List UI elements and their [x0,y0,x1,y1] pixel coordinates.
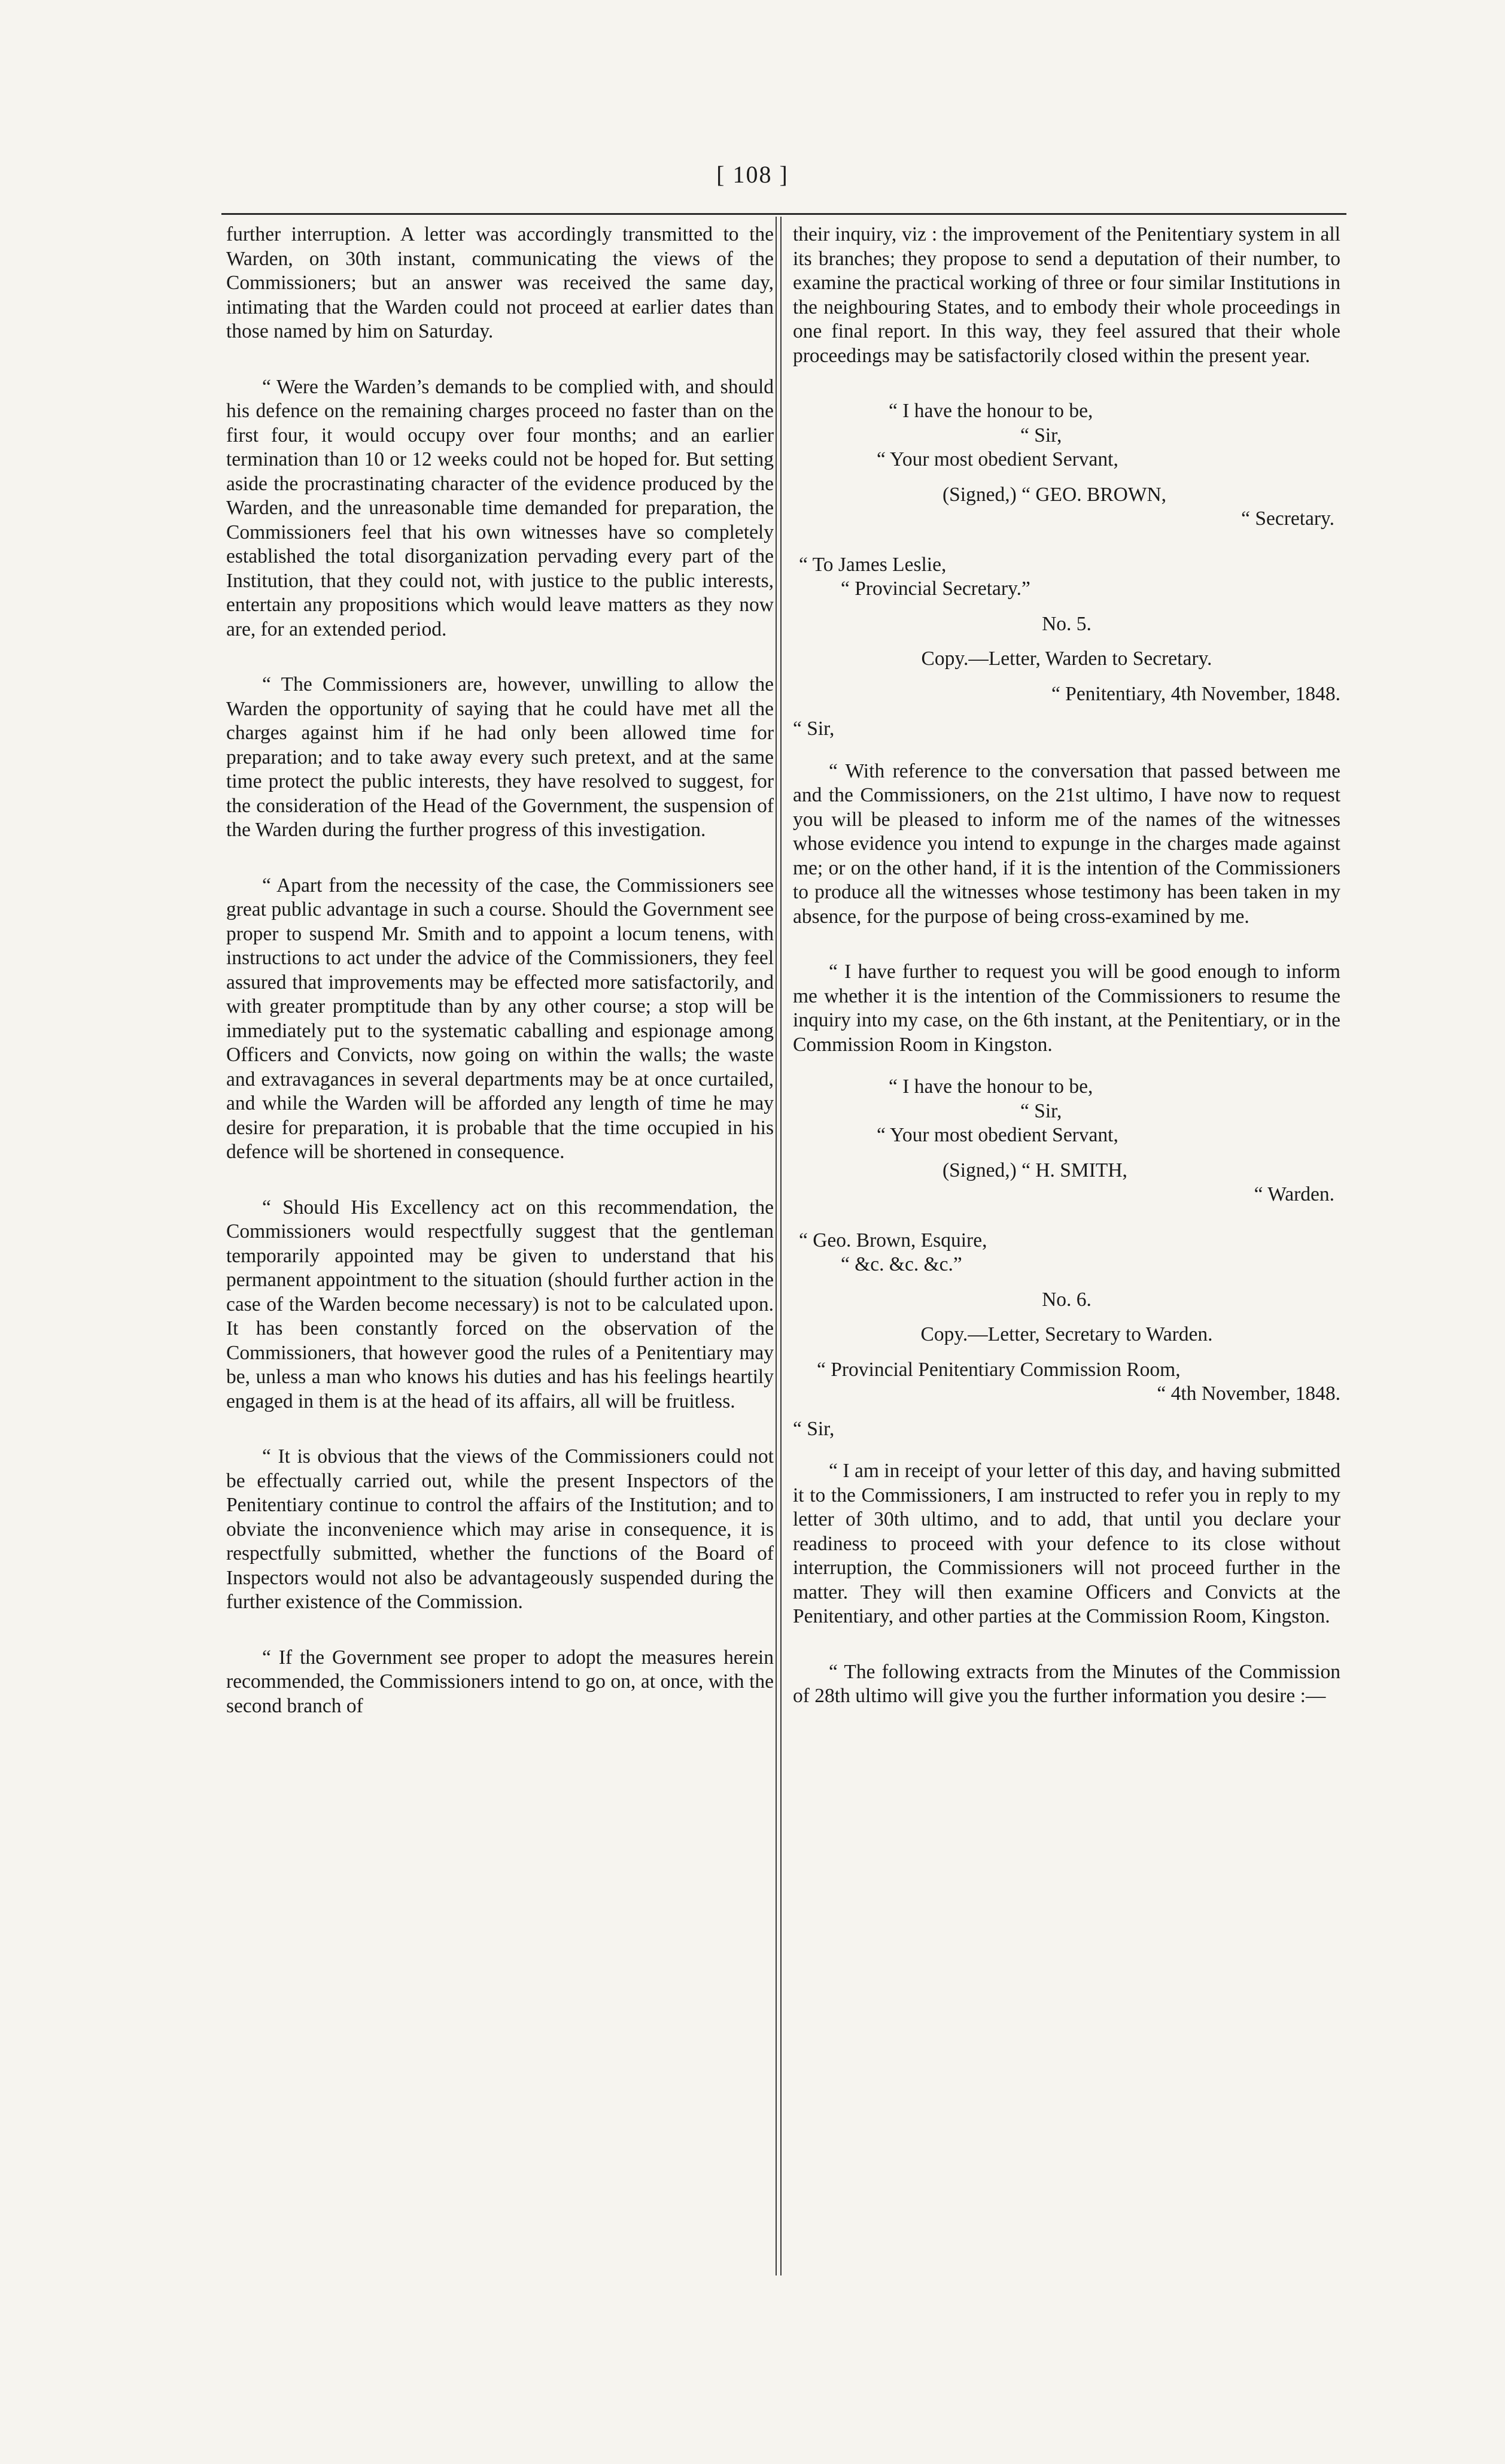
closing-line: “ I have the honour to be, [889,400,1093,422]
paragraph: “ The following extracts from the Minutes of the Commission of 28th ultimo will give you the further information you desire :— [793,1660,1340,1707]
document-caption: Copy.—Letter, Warden to Secretary. [921,648,1212,670]
closing-line: “ Sir, [1020,1099,1062,1122]
dateline: “ Penitentiary, 4th November, 1848. [1051,682,1340,705]
document-caption: Copy.—Letter, Secretary to Warden. [920,1323,1213,1345]
paragraph: “ The Commissioners are, however, unwilling to allow the Warden the opportunity of saying that he could have met all the charges against him if he had only been allowed time for preparation; and to take away every such pretext, and at the same time protect the public interests, they have resolved to suggest, for the consideration of the Head of the Government, the suspension of the Warden during the further progress of this investigation. [226,673,774,841]
paragraph: “ I am in receipt of your letter of this day, and having submitted it to the Commissioners, I am instructed to refer you in reply to my letter of 30th ultimo, and to add, that until you declare your readiness to proceed with your defence to its close without interruption, the Commissioners will not proceed further in the matter. They will then examine Officers and Convicts at the Penitentiary, and other parties at the Commission Room, Kingston. [793,1460,1340,1627]
signature: (Signed,) “ H. SMITH, [942,1159,1127,1181]
signature-title: “ Warden. [1254,1183,1334,1205]
closing-line: “ Your most obedient Servant, [877,1124,1118,1146]
salutation: “ Sir, [793,718,835,740]
column-divider [776,217,782,2275]
closing-line: “ I have the honour to be, [889,1075,1093,1098]
paragraph: “ I have further to request you will be good enough to inform me whether it is the intention of the Commissioners to resume the inquiry into my case, on the 6th instant, at the Penitentiary, or in the Commission Room in Kingston. [793,961,1340,1056]
addressee: “ Geo. Brown, Esquire, [799,1229,987,1251]
document-number: No. 6. [1042,1288,1091,1311]
page-number: [ 108 ] [716,161,789,188]
right-column [793,223,1340,1740]
salutation: “ Sir, [793,1417,835,1440]
closing-line: “ Sir, [1020,424,1062,446]
addressee: “ &c. &c. &c.” [841,1253,962,1275]
addressee: “ Provincial Secretary.” [841,578,1030,600]
paragraph: their inquiry, viz : the improvement of the Penitentiary system in all its branches; they propose to send a deputation of their number, to examine the practical working of three or four similar Institutions in the neighbouring States, and to embody their whole proceedings in one final report. In this way, they feel assured that their whole proceedings may be satisfactorily closed within the present year. [793,223,1340,367]
dateline: “ Provincial Penitentiary Commission Room, [817,1358,1181,1381]
signature-title: “ Secretary. [1241,508,1334,530]
closing-line: “ Your most obedient Servant, [877,448,1118,470]
paragraph: “ Apart from the necessity of the case, the Commissioners see great public advantage in such a course. Should the Government see proper to suspend Mr. Smith and to appoint a locum tenens, with instructions to act under the advice of the Commissioners, they feel assured that improvements may be effected more satisfactorily, and with greater promptitude than by any other course; a stop will be immediately put to the systematic caballing and espionage among Officers and Convicts, now going on within the walls; the waste and extravagances in several departments may be at once curtailed, and while the Warden will be afforded any length of time he may desire for preparation, it is probable that the time occupied in his defence will be shortened in consequence. [226,874,774,1163]
header-rule [221,213,1346,215]
addressee: “ To James Leslie, [799,553,947,576]
signature: (Signed,) “ GEO. BROWN, [942,483,1167,506]
paragraph: “ If the Government see proper to adopt the measures herein recommended, the Commissioners intend to go on, at once, with the second branch of [226,1646,774,1717]
paragraph: “ Should His Excellency act on this recommendation, the Commissioners would respectfully suggest that the gentleman temporarily appointed may be given to understand that his permanent appointment to the situation (should further action in the case of the Warden become necessary) is not to be calculated upon. It has been constantly forced on the observation of the Commissioners, that however good the rules of a Penitentiary may be, unless a man who knows his duties and has his feelings heartily engaged in them is at the head of its affairs, all will be fruitless. [226,1196,774,1412]
dateline: “ 4th November, 1848. [1157,1383,1340,1405]
paragraph: “ Were the Warden’s demands to be complied with, and should his defence on the remaining charges proceed no faster than on the first four, it would occupy over four months; and an earlier termination than 10 or 12 weeks could not be hoped for. But setting aside the procrastinating character of the evidence produced by the Warden, and the unreasonable time demanded for preparation, the Commissioners feel that his own witnesses have so completely established the total disorganization pervading every part of the Institution, that they could not, with justice to the public interests, entertain any propositions which would leave matters as they now are, for an extended period. [226,375,774,640]
paragraph: “ It is obvious that the views of the Commissioners could not be effectually carried out, while the present Inspectors of the Penitentiary continue to control the affairs of the Institution; and to obviate the inconvenience which may arise in consequence, it is respectfully submitted, whether the functions of the Board of Inspectors would not also be advantageously suspended during the further existence of the Commission. [226,1445,774,1613]
paragraph: “ With reference to the conversation that passed between me and the Commissioners, on the 21st ultimo, I have now to request you will be pleased to inform me of the names of the witnesses whose evidence you intend to expunge in the charges made against me; or on the other hand, if it is the intention of the Commissioners to produce all the witnesses whose testimony has been taken in my absence, for the purpose of being cross-examined by me. [793,759,1340,928]
left-column [226,223,774,1749]
paragraph: further interruption. A letter was accordingly transmitted to the Warden, on 30th instant, communicating the views of the Commissioners; but an answer was received the same day, intimating that the Warden could not proceed at earlier dates than those named by him on Saturday. [226,223,774,342]
document-number: No. 5. [1042,612,1091,635]
